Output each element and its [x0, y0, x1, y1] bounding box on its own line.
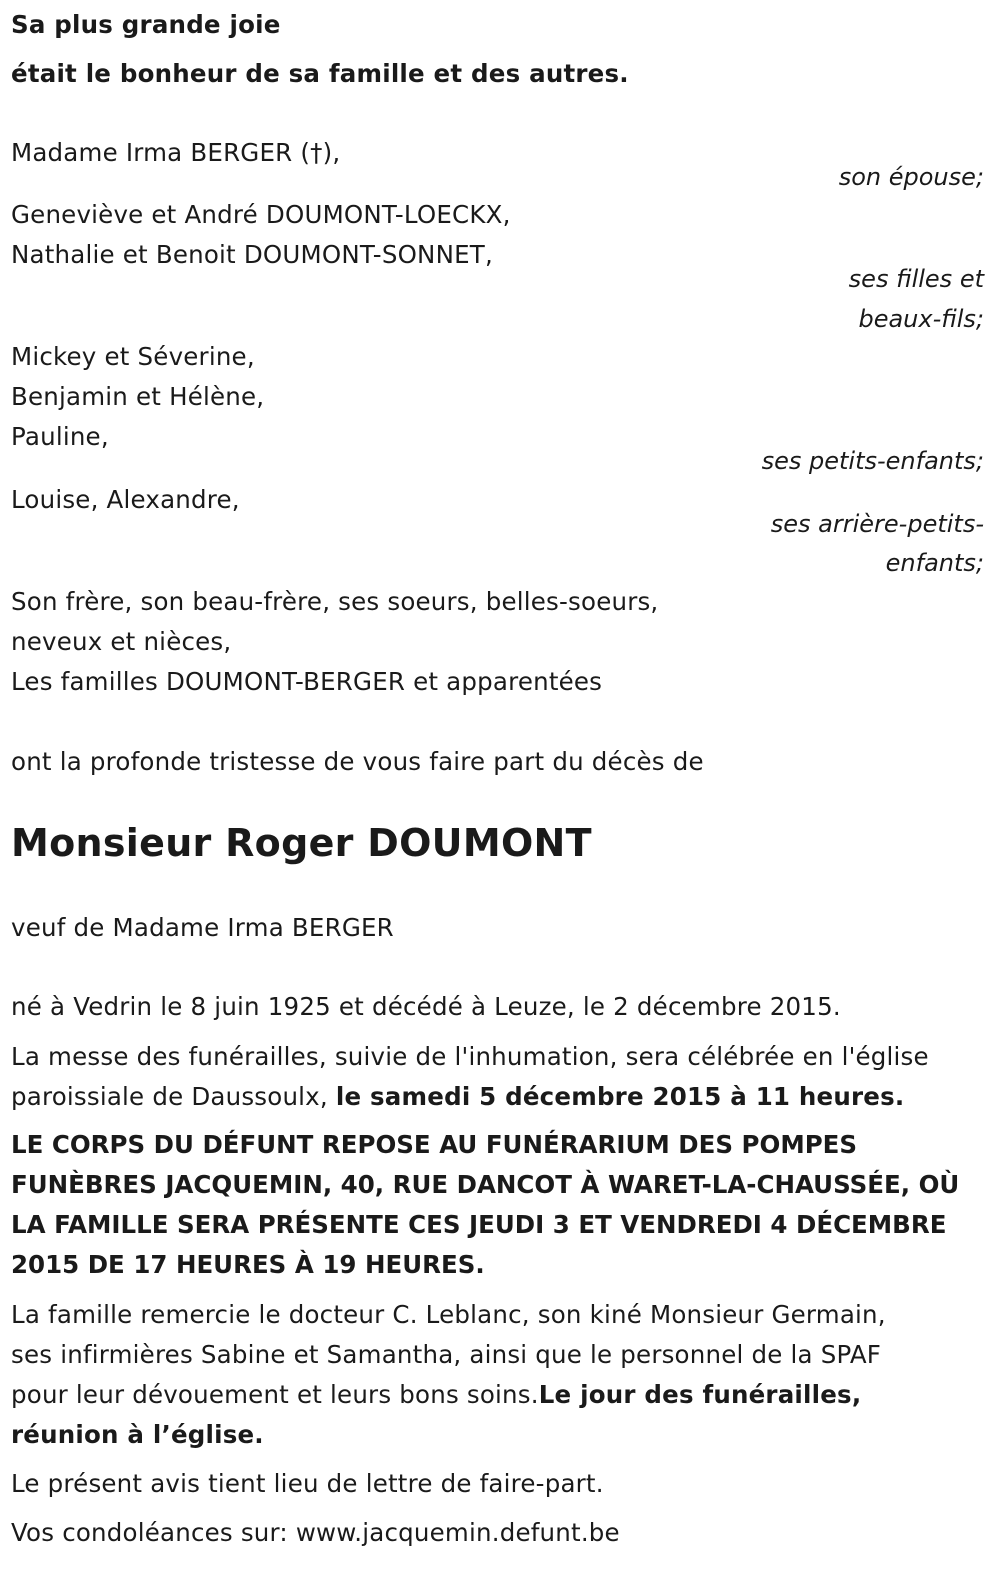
grandchildren-line-2: Benjamin et Hélène, [11, 382, 265, 411]
daughter-line-1: Geneviève et André DOUMONT-LOECKX, [11, 200, 511, 229]
viewing-line-3: LA FAMILLE SERA PRÉSENTE CES JEUDI 3 ET VENDREDI 4 DÉCEMBRE [11, 1210, 947, 1239]
daughters-role-1: ses filles et [848, 265, 984, 293]
spouse-name: Madame Irma BERGER (†), [11, 138, 341, 167]
birth-death-dates: né à Vedrin le 8 juin 1925 et décédé à Leuze, le 2 décembre 2015. [11, 992, 841, 1021]
funeral-day-note: Le jour des funérailles, [538, 1380, 862, 1409]
funeral-location: paroissiale de Daussoulx, [11, 1082, 336, 1111]
grandchildren-line-3: Pauline, [11, 422, 109, 451]
funeral-datetime: le samedi 5 décembre 2015 à 11 heures. [335, 1082, 905, 1111]
others-line-1: Son frère, son beau-frère, ses soeurs, belles-soeurs, [11, 587, 659, 616]
deceased-name: Monsieur Roger DOUMONT [11, 821, 592, 865]
great-grandchildren-role-1: ses arrière-petits- [770, 510, 984, 538]
great-grandchildren: Louise, Alexandre, [11, 485, 240, 514]
daughters-role-2: beaux-fils; [858, 305, 984, 333]
spouse-role: son épouse; [838, 163, 984, 191]
great-grandchildren-role-2: enfants; [885, 549, 984, 577]
others-line-2: neveux et nièces, [11, 627, 232, 656]
epigraph-line-2: était le bonheur de sa famille et des autres. [11, 59, 629, 88]
thanks-text: pour leur dévouement et leurs bons soins. [11, 1380, 539, 1409]
funeral-line-1: La messe des funérailles, suivie de l'inhumation, sera célébrée en l'église [11, 1042, 929, 1071]
grandchildren-line-1: Mickey et Séverine, [11, 342, 255, 371]
announcement: ont la profonde tristesse de vous faire part du décès de [11, 747, 704, 776]
funeral-line-2 [11, 1082, 904, 1112]
viewing-line-2: FUNÈBRES JACQUEMIN, 40, RUE DANCOT À WARET-LA-CHAUSSÉE, OÙ [11, 1170, 960, 1199]
condolences-link[interactable]: Vos condoléances sur: www.jacquemin.defunt.be [11, 1518, 620, 1547]
widower-line: veuf de Madame Irma BERGER [11, 913, 394, 942]
thanks-line-2: ses infirmières Sabine et Samantha, ainsi que le personnel de la SPAF [11, 1340, 882, 1369]
viewing-line-4: 2015 DE 17 HEURES À 19 HEURES. [11, 1250, 485, 1279]
viewing-line-1: LE CORPS DU DÉFUNT REPOSE AU FUNÉRARIUM DES POMPES [11, 1130, 858, 1159]
daughter-line-2: Nathalie et Benoit DOUMONT-SONNET, [11, 240, 493, 269]
notice-text: Le présent avis tient lieu de lettre de faire-part. [11, 1469, 604, 1498]
thanks-line-1: La famille remercie le docteur C. Leblanc, son kiné Monsieur Germain, [11, 1300, 886, 1329]
epigraph-line-1: Sa plus grande joie [11, 10, 281, 39]
others-line-3: Les familles DOUMONT-BERGER et apparentées [11, 667, 603, 696]
church-meeting-note: réunion à l’église. [11, 1420, 264, 1449]
thanks-line-3 [11, 1380, 861, 1410]
grandchildren-role: ses petits-enfants; [761, 447, 984, 475]
